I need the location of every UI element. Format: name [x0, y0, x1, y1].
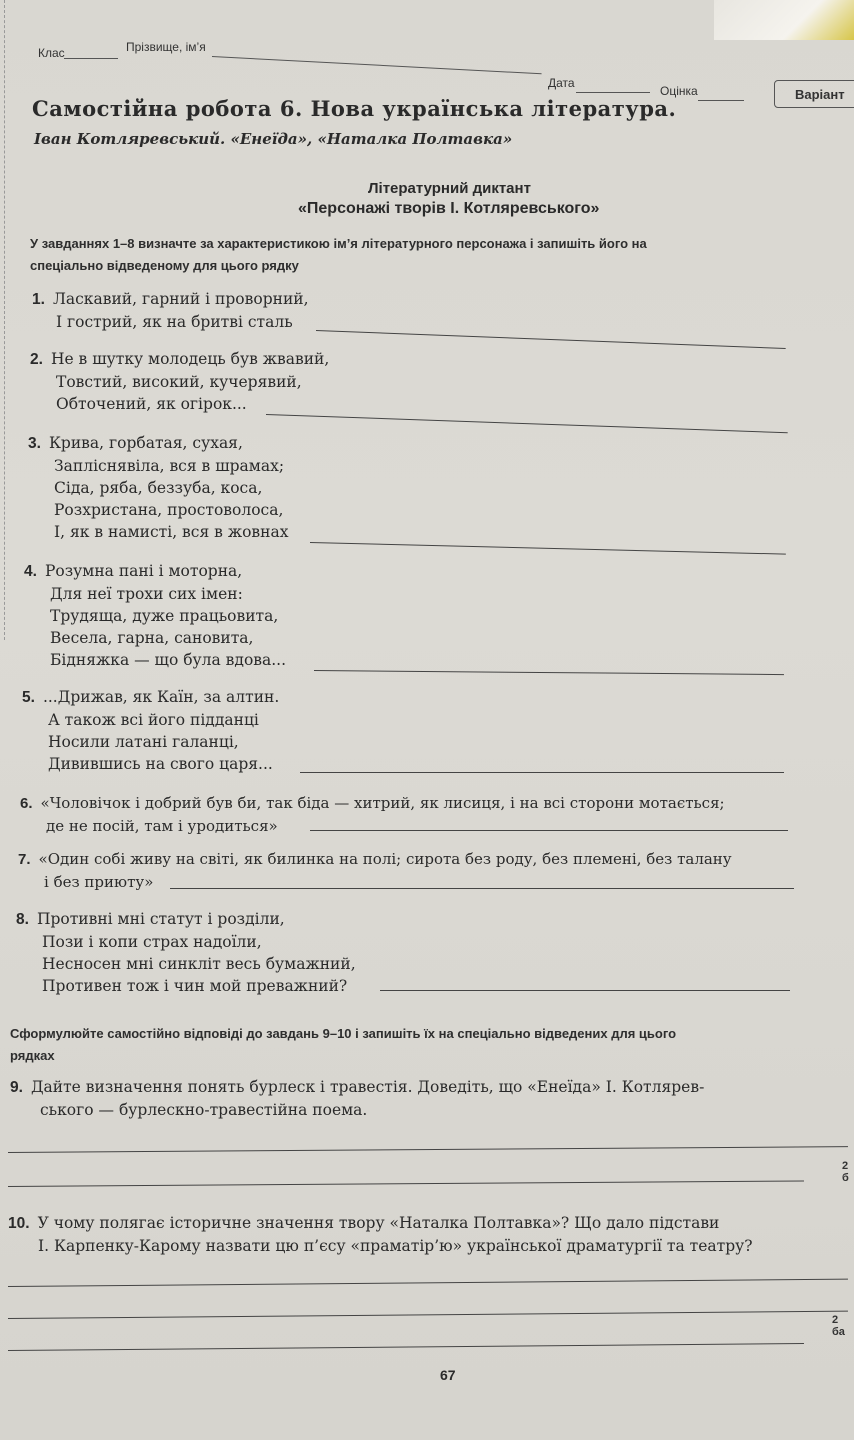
class-field[interactable] — [64, 58, 118, 59]
instruction-line-2: спеціально відведеному для цього рядку — [30, 258, 299, 273]
task-number: 3. — [28, 435, 41, 452]
date-field[interactable] — [576, 92, 650, 93]
dictation-subheading: «Персонажі творів І. Котляревського» — [298, 200, 600, 217]
answer-line-9a[interactable] — [8, 1146, 848, 1153]
task-number: 1. — [32, 291, 45, 308]
task-number: 6. — [20, 795, 33, 812]
page-corner-background — [714, 0, 854, 40]
task-text: ського — бурлескно-травестійна поема. — [40, 1101, 368, 1119]
task-7 — [18, 848, 732, 893]
instruction2-line-2: рядках — [10, 1048, 55, 1063]
task-5 — [22, 686, 279, 775]
task-text: Бідняжка — що була вдова... — [50, 651, 287, 669]
page-subtitle: Іван Котляревський. «Енеїда», «Наталка Полтавка» — [34, 130, 513, 148]
task-text: ...Дрижав, як Каїн, за алтин. — [42, 688, 280, 706]
instruction-line-1: У завданнях 1–8 визначте за характеристикою ім’я літературного персонажа і запишіть його на — [30, 236, 647, 251]
task-3 — [28, 432, 288, 543]
surname-field[interactable] — [212, 56, 542, 74]
task-text: «Один собі живу на світі, як билинка на полі; сирота без роду, без племені, без талану — [38, 850, 732, 868]
margin-line — [4, 0, 5, 640]
answer-line-3[interactable] — [310, 542, 786, 555]
class-label: Клас — [38, 46, 65, 60]
task-text: Весела, гарна, сановита, — [50, 629, 254, 647]
grade-field[interactable] — [698, 100, 744, 101]
task-8 — [16, 908, 356, 997]
task-number: 4. — [24, 563, 37, 580]
answer-line-2[interactable] — [266, 414, 788, 433]
task-text: Носили латані галанці, — [48, 733, 239, 751]
page-title: Самостійна робота 6. Нова українська література. — [32, 96, 677, 121]
answer-line-4[interactable] — [314, 670, 784, 675]
answer-line-6[interactable] — [310, 830, 788, 831]
task-text: Для неї трохи сих імен: — [50, 585, 243, 603]
task-text: У чому полягає історичне значення твору «Наталка Полтавка»? Що дало підстави — [37, 1214, 720, 1232]
task-number: 9. — [10, 1079, 23, 1096]
task-text: і без приюту» — [44, 873, 154, 891]
answer-line-10c[interactable] — [8, 1343, 804, 1351]
task-text: А також всі його підданці — [48, 711, 259, 729]
task-number: 5. — [22, 689, 35, 706]
task-text: Крива, горбатая, сухая, — [48, 434, 243, 452]
task-text: І, як в намисті, вся в жовнах — [54, 523, 289, 541]
page-number: 67 — [440, 1367, 456, 1383]
task-text: І. Карпенку-Карому назвати цю п’єсу «праматір’ю» української драматургії та театру? — [38, 1237, 753, 1255]
task10-points: 2 ба — [832, 1314, 845, 1338]
task-text: Пози і копи страх надоїли, — [42, 933, 262, 951]
answer-line-10a[interactable] — [8, 1279, 848, 1287]
answer-line-1[interactable] — [316, 330, 786, 349]
answer-line-5[interactable] — [300, 772, 784, 773]
task-number: 10. — [8, 1215, 30, 1232]
date-label: Дата — [548, 76, 575, 90]
task-4 — [24, 560, 286, 671]
surname-label: Прізвище, ім’я — [126, 40, 206, 54]
task-number: 8. — [16, 911, 29, 928]
task-text: «Чоловічок і добрий був би, так біда — хитрий, як лисиця, і на всі сторони мотається; — [40, 794, 725, 812]
answer-line-7[interactable] — [170, 888, 794, 889]
task9-points: 2 б — [842, 1160, 849, 1184]
task-text: Дайте визначення понять бурлеск і травестія. Доведіть, що «Енеїда» І. Котлярев- — [30, 1078, 705, 1096]
variant-box — [774, 80, 854, 108]
task-text: Несносен мні синкліт весь бумажний, — [42, 955, 356, 973]
instruction2-line-1: Сформулюйте самостійно відповіді до завдань 9–10 і запишіть їх на спеціально відведених для цього — [10, 1026, 677, 1041]
task-text: Сіда, ряба, беззуба, коса, — [54, 479, 263, 497]
task-1 — [32, 288, 309, 333]
task-text: Противен тож і чин мой преважний? — [42, 977, 348, 995]
answer-line-9b[interactable] — [8, 1180, 804, 1187]
task-text: Товстий, високий, кучерявий, — [56, 373, 302, 391]
task-text: Розумна пані і моторна, — [44, 562, 243, 580]
task-number: 7. — [18, 851, 31, 868]
task-text: Запліснявіла, вся в шрамах; — [54, 457, 285, 475]
task-text: І гострий, як на бритві сталь — [56, 313, 293, 331]
task-10 — [8, 1212, 753, 1257]
task-text: Трудяща, дуже працьовита, — [50, 607, 279, 625]
task-text: Ласкавий, гарний і проворний, — [52, 290, 309, 308]
task-text: Противні мні статут і розділи, — [36, 910, 285, 928]
answer-line-8[interactable] — [380, 990, 790, 991]
task-text: де не посій, там і уродиться» — [46, 817, 278, 835]
answer-line-10b[interactable] — [8, 1311, 848, 1319]
task-9 — [10, 1076, 704, 1121]
task-number: 2. — [30, 351, 43, 368]
task-2 — [30, 348, 329, 415]
task-text: Дивившись на свого царя... — [48, 755, 273, 773]
task-text: Обточений, як огірок... — [56, 395, 247, 413]
task-text: Розхристана, простоволоса, — [54, 501, 284, 519]
dictation-heading: Літературний диктант — [368, 180, 531, 197]
variant-label: Варіант — [795, 87, 845, 102]
grade-label: Оцінка — [660, 84, 698, 98]
task-text: Не в шутку молодець був жвавий, — [50, 350, 330, 368]
